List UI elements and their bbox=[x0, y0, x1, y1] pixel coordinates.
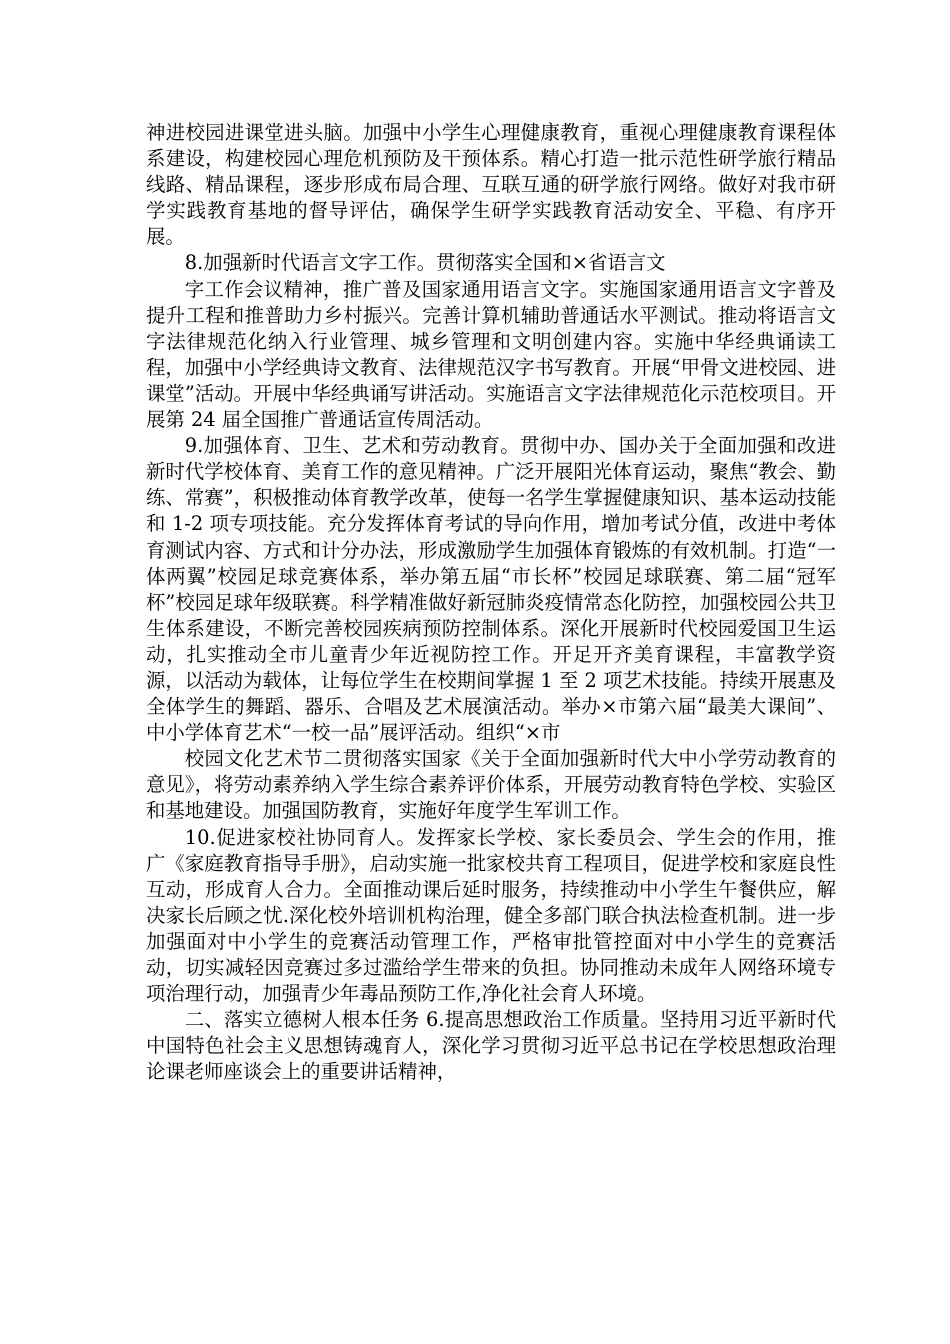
paragraph-labor-education: 校园文化艺术节二贯彻落实国家《关于全面加强新时代大中小学劳动教育的意见》，将劳动素养纳入学生综合素养评价体系，开展劳动教育特色学校、实验区和基地建设。加强国防教育，实施好年度学生军训工作。 bbox=[146, 747, 836, 823]
paragraph-home-school-cooperation: 10.促进家校社协同育人。发挥家长学校、家长委员会、学生会的作用，推广《家庭教育指导手册》，启动实施一批家校共育工程项目，促进学校和家庭良性互动，形成育人合力。全面推动课后延时服务，持续推动中小学生午餐供应，解决家长后顾之忧.深化校外培训机构治理，健全多部门联合执法检查机制。进一步加强面对中小学生的竞赛活动管理工作，严格审批管控面对中小学生的竞赛活动，切实减轻因竞赛过多过滥给学生带来的负担。协同推动未成年人网络环境专项治理行动，加强青少年毒品预防工作,净化社会育人环境。 bbox=[146, 825, 836, 1006]
document-body bbox=[146, 120, 836, 1085]
paragraph-language-work-body: 字工作会议精神，推广普及国家通用语言文字。实施国家通用语言文字普及提升工程和推普助力乡村振兴。完善计算机辅助普通话水平测试。推动将语言文字法律规范化纳入行业管理、城乡管理和文明创建内容。实施中华经典诵读工程，加强中小学经典诗文教育、法律规范汉字书写教育。开展“甲骨文进校园、进课堂”活动。开展中华经典诵写讲活动。实施语言文字法律规范化示范校项目。开展第 24 届全国推广普通话宣传周活动。 bbox=[146, 277, 836, 432]
paragraph-sports-health-arts: 9.加强体育、卫生、艺术和劳动教育。贯彻中办、国办关于全面加强和改进新时代学校体育、美育工作的意见精神。广泛开展阳光体育运动，聚焦“教会、勤练、常赛”，积极推动体育教学改革，使每一名学生掌握健康知识、基本运动技能和 1-2 项专项技能。充分发挥体育考试的导向作用，增加考试分值，改进中考体育测试内容、方式和计分办法，形成激励学生加强体育锻炼的有效机制。打造“一体两翼”校园足球竞赛体系，举办第五届“市长杯”校园足球联赛、第二届“冠军杯”校园足球年级联赛。科学精准做好新冠肺炎疫情常态化防控，加强校园公共卫生体系建设，不断完善校园疾病预防控制体系。深化开展新时代校园爱国卫生运动，扎实推动全市儿童青少年近视防控工作。开足开齐美育课程，丰富教学资源，以活动为载体，让每位学生在校期间掌握 1 至 2 项艺术技能。持续开展惠及全体学生的舞蹈、器乐、合唱及艺术展演活动。举办×市第六届“最美大课间”、中小学体育艺术“一校一品”展评活动。组织“×市 bbox=[146, 434, 836, 745]
paragraph-moral-education: 二、落实立德树人根本任务 6.提高思想政治工作质量。坚持用习近平新时代中国特色社会主义思想铸魂育人，深化学习贯彻习近平总书记在学校思想政治理论课老师座谈会上的重要讲话精神， bbox=[146, 1008, 836, 1084]
paragraph-psychological-health: 神进校园进课堂进头脑。加强中小学生心理健康教育，重视心理健康教育课程体系建设，构建校园心理危机预防及干预体系。精心打造一批示范性研学旅行精品线路、精品课程，逐步形成布局合理、互联互通的研学旅行网络。做好对我市研学实践教育基地的督导评估，确保学生研学实践教育活动安全、平稳、有序开展。 bbox=[146, 121, 836, 249]
paragraph-language-work-heading: 8.加强新时代语言文字工作。贯彻落实全国和×省语言文 bbox=[184, 251, 666, 275]
